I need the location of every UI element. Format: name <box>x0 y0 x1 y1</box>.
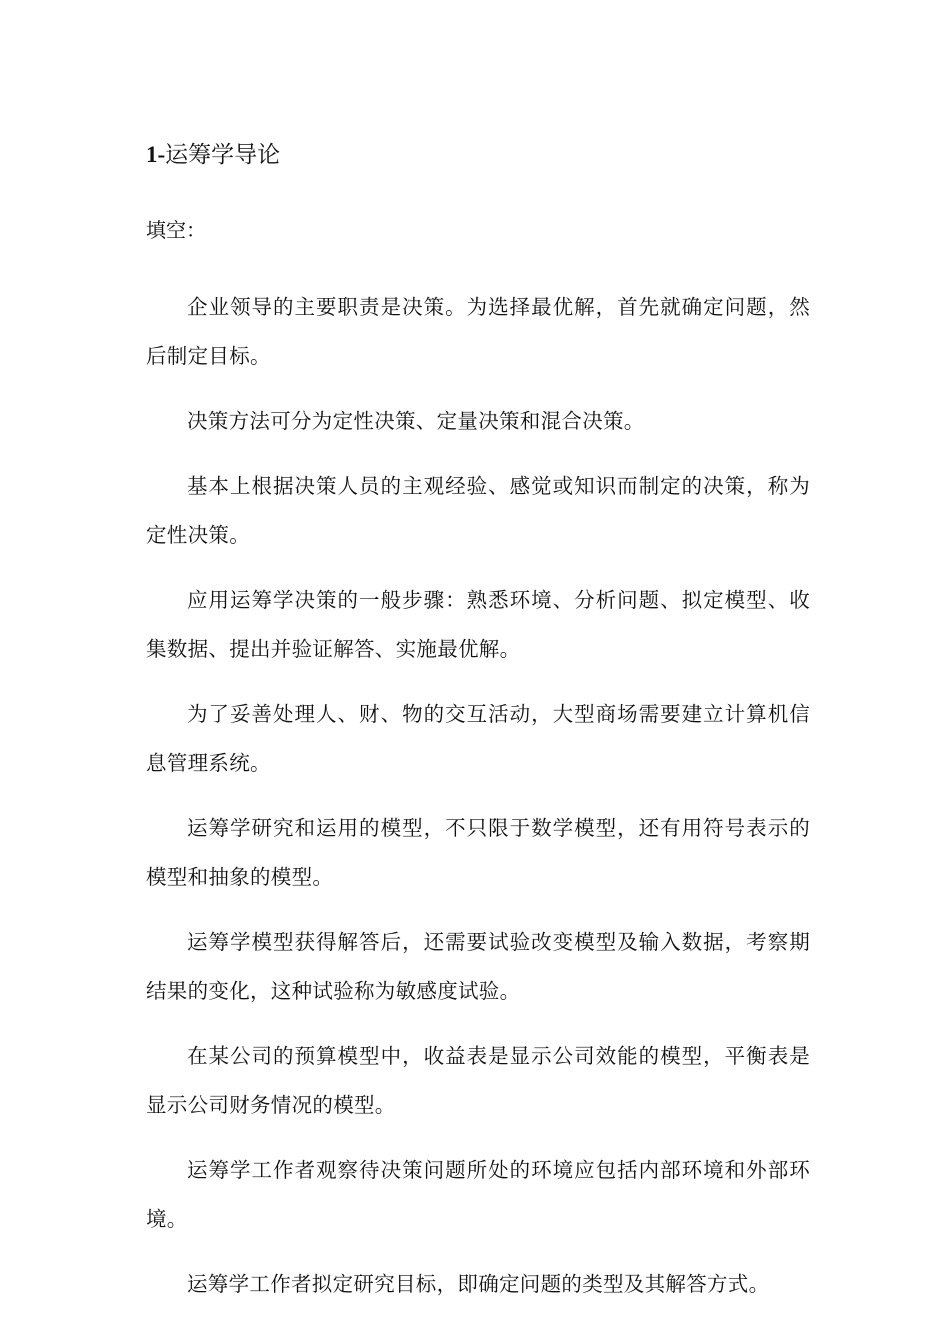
paragraph: 在某公司的预算模型中，收益表是显示公司效能的模型，平衡表是显示公司财务情况的模型。 <box>146 1044 810 1117</box>
chapter-title <box>146 138 280 172</box>
section-label: 填空： <box>146 218 206 242</box>
paragraph-list <box>146 283 810 1325</box>
chapter-number: 1- <box>146 142 166 167</box>
paragraph: 运筹学工作者观察待决策问题所处的环境应包括内部环境和外部环境。 <box>146 1158 810 1231</box>
paragraph: 运筹学工作者拟定研究目标，即确定问题的类型及其解答方式。 <box>187 1272 770 1296</box>
paragraph: 企业领导的主要职责是决策。为选择最优解，首先就确定问题，然后制定目标。 <box>146 295 810 368</box>
paragraph: 运筹学模型获得解答后，还需要试验改变模型及输入数据，考察期结果的变化，这种试验称为敏感度试验。 <box>146 930 810 1003</box>
paragraph: 为了妥善处理人、财、物的交互活动，大型商场需要建立计算机信息管理系统。 <box>146 702 810 775</box>
paragraph: 应用运筹学决策的一般步骤：熟悉环境、分析问题、拟定模型、收集数据、提出并验证解答、实施最优解。 <box>146 588 810 661</box>
paragraph: 运筹学研究和运用的模型，不只限于数学模型，还有用符号表示的模型和抽象的模型。 <box>146 816 810 889</box>
paragraph: 基本上根据决策人员的主观经验、感觉或知识而制定的决策，称为定性决策。 <box>146 474 810 547</box>
paragraph: 决策方法可分为定性决策、定量决策和混合决策。 <box>187 409 645 433</box>
chapter-title-text: 运筹学导论 <box>165 142 281 168</box>
